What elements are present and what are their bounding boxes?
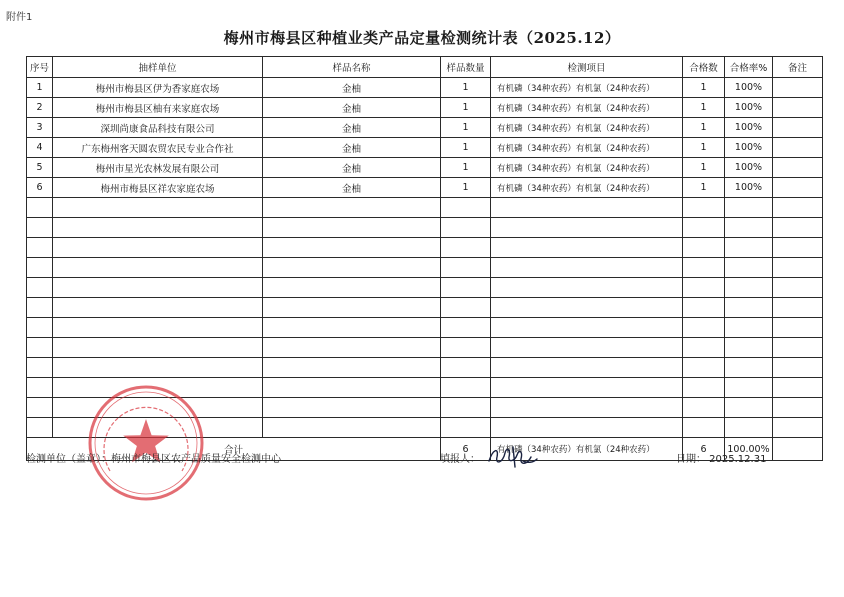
empty-cell	[725, 398, 773, 418]
row-unit: 广东梅州客天圆农贸农民专业合作社	[53, 138, 263, 158]
empty-row	[27, 358, 823, 378]
table-row	[27, 98, 823, 118]
empty-cell	[53, 198, 263, 218]
empty-cell	[441, 398, 491, 418]
row-pass: 1	[683, 138, 725, 158]
empty-cell	[725, 238, 773, 258]
empty-cell	[773, 398, 823, 418]
row-rate: 100%	[725, 118, 773, 138]
table-row	[27, 178, 823, 198]
empty-cell	[773, 258, 823, 278]
total-note	[773, 438, 823, 461]
row-rate: 100%	[725, 158, 773, 178]
empty-cell	[725, 258, 773, 278]
empty-cell	[683, 378, 725, 398]
report-date: 日期： 2025.12.31	[676, 454, 767, 465]
empty-cell	[683, 358, 725, 378]
empty-cell	[773, 238, 823, 258]
empty-cell	[27, 358, 53, 378]
empty-cell	[491, 418, 683, 438]
row-rate: 100%	[725, 98, 773, 118]
empty-cell	[441, 318, 491, 338]
empty-cell	[725, 378, 773, 398]
empty-cell	[491, 398, 683, 418]
empty-cell	[773, 418, 823, 438]
empty-cell	[27, 258, 53, 278]
row-items: 有机磷（34种农药）有机氯（24种农药）	[491, 138, 683, 158]
empty-cell	[53, 258, 263, 278]
row-no: 5	[27, 158, 53, 178]
col-header-note: 备注	[773, 57, 823, 78]
empty-cell	[27, 318, 53, 338]
empty-cell	[725, 358, 773, 378]
empty-cell	[773, 378, 823, 398]
row-items: 有机磷（34种农药）有机氯（24种农药）	[491, 118, 683, 138]
empty-row	[27, 218, 823, 238]
row-pass: 1	[683, 78, 725, 98]
empty-cell	[683, 198, 725, 218]
row-sample: 金柚	[263, 78, 441, 98]
empty-cell	[725, 278, 773, 298]
empty-cell	[683, 258, 725, 278]
empty-cell	[725, 298, 773, 318]
empty-cell	[441, 198, 491, 218]
table-row	[27, 158, 823, 178]
empty-cell	[27, 378, 53, 398]
empty-cell	[441, 218, 491, 238]
empty-row	[27, 278, 823, 298]
row-rate: 100%	[725, 138, 773, 158]
empty-cell	[491, 238, 683, 258]
row-sample: 金柚	[263, 98, 441, 118]
empty-cell	[53, 238, 263, 258]
filler-label: 填报人：	[440, 454, 480, 465]
row-pass: 1	[683, 118, 725, 138]
empty-cell	[491, 378, 683, 398]
row-items: 有机磷（34种农药）有机氯（24种农药）	[491, 78, 683, 98]
col-header-rate: 合格率%	[725, 57, 773, 78]
col-header-qty: 样品数量	[441, 57, 491, 78]
row-qty: 1	[441, 78, 491, 98]
row-no: 2	[27, 98, 53, 118]
empty-cell	[683, 298, 725, 318]
empty-cell	[441, 238, 491, 258]
empty-cell	[53, 278, 263, 298]
row-items: 有机磷（34种农药）有机氯（24种农药）	[491, 98, 683, 118]
row-no: 4	[27, 138, 53, 158]
empty-cell	[27, 198, 53, 218]
empty-cell	[683, 418, 725, 438]
row-sample: 金柚	[263, 138, 441, 158]
empty-row	[27, 238, 823, 258]
empty-cell	[773, 278, 823, 298]
row-note	[773, 118, 823, 138]
empty-cell	[441, 258, 491, 278]
col-header-unit: 抽样单位	[53, 57, 263, 78]
empty-cell	[263, 278, 441, 298]
empty-cell	[725, 318, 773, 338]
total-pass: 6	[683, 438, 725, 461]
row-qty: 1	[441, 118, 491, 138]
empty-cell	[27, 338, 53, 358]
row-unit: 梅州市梅县区伊为香家庭农场	[53, 78, 263, 98]
row-note	[773, 178, 823, 198]
total-label: 合计	[27, 438, 441, 461]
col-header-items: 检测项目	[491, 57, 683, 78]
empty-cell	[441, 338, 491, 358]
empty-cell	[263, 218, 441, 238]
row-qty: 1	[441, 178, 491, 198]
empty-cell	[491, 338, 683, 358]
empty-cell	[773, 338, 823, 358]
row-note	[773, 98, 823, 118]
empty-cell	[263, 378, 441, 398]
empty-cell	[27, 418, 53, 438]
row-no: 3	[27, 118, 53, 138]
row-items: 有机磷（34种农药）有机氯（24种农药）	[491, 178, 683, 198]
row-unit: 深圳尚康食品科技有限公司	[53, 118, 263, 138]
empty-cell	[263, 238, 441, 258]
row-note	[773, 158, 823, 178]
empty-cell	[773, 358, 823, 378]
empty-cell	[491, 298, 683, 318]
empty-cell	[263, 318, 441, 338]
empty-cell	[263, 258, 441, 278]
row-qty: 1	[441, 98, 491, 118]
row-note	[773, 138, 823, 158]
empty-cell	[441, 418, 491, 438]
empty-cell	[491, 318, 683, 338]
empty-cell	[773, 218, 823, 238]
empty-cell	[683, 338, 725, 358]
empty-cell	[27, 238, 53, 258]
official-seal	[86, 383, 206, 503]
page-title: 梅州市梅县区种植业类产品定量检测统计表（2025.12）	[223, 29, 621, 47]
empty-row	[27, 298, 823, 318]
empty-cell	[53, 318, 263, 338]
empty-cell	[683, 398, 725, 418]
empty-cell	[491, 198, 683, 218]
col-header-pass: 合格数	[683, 57, 725, 78]
inspection-unit: 检测单位（盖章）：梅州市梅县区农产品质量安全检测中心	[26, 454, 281, 465]
empty-row	[27, 318, 823, 338]
header-row	[27, 57, 823, 78]
empty-cell	[27, 298, 53, 318]
empty-cell	[725, 418, 773, 438]
empty-cell	[773, 198, 823, 218]
row-rate: 100%	[725, 78, 773, 98]
empty-cell	[441, 358, 491, 378]
row-unit: 梅州市梅县区祥农家庭农场	[53, 178, 263, 198]
row-sample: 金柚	[263, 178, 441, 198]
row-unit: 梅州市梅县区柚有来家庭农场	[53, 98, 263, 118]
empty-cell	[441, 378, 491, 398]
row-pass: 1	[683, 158, 725, 178]
empty-cell	[773, 318, 823, 338]
row-sample: 金柚	[263, 158, 441, 178]
empty-cell	[491, 258, 683, 278]
empty-cell	[683, 318, 725, 338]
empty-cell	[725, 198, 773, 218]
row-unit: 梅州市星光农林发展有限公司	[53, 158, 263, 178]
row-items: 有机磷（34种农药）有机氯（24种农药）	[491, 158, 683, 178]
row-pass: 1	[683, 98, 725, 118]
empty-row	[27, 338, 823, 358]
empty-cell	[491, 278, 683, 298]
empty-cell	[263, 338, 441, 358]
table-row	[27, 138, 823, 158]
empty-cell	[263, 198, 441, 218]
empty-cell	[27, 398, 53, 418]
empty-row	[27, 258, 823, 278]
col-header-sample: 样品名称	[263, 57, 441, 78]
attachment-label: 附件1	[6, 12, 33, 23]
empty-cell	[263, 298, 441, 318]
empty-cell	[53, 298, 263, 318]
empty-cell	[263, 418, 441, 438]
empty-cell	[725, 338, 773, 358]
empty-cell	[683, 218, 725, 238]
empty-cell	[27, 218, 53, 238]
empty-cell	[53, 358, 263, 378]
row-qty: 1	[441, 158, 491, 178]
signature	[483, 441, 543, 471]
empty-cell	[53, 338, 263, 358]
empty-cell	[441, 298, 491, 318]
empty-cell	[441, 278, 491, 298]
empty-cell	[263, 398, 441, 418]
empty-cell	[491, 218, 683, 238]
empty-row	[27, 198, 823, 218]
empty-cell	[773, 298, 823, 318]
empty-cell	[683, 238, 725, 258]
row-pass: 1	[683, 178, 725, 198]
total-items: 有机磷（34种农药）有机氯（24种农药）	[491, 438, 683, 461]
empty-cell	[725, 218, 773, 238]
row-no: 1	[27, 78, 53, 98]
table-row	[27, 118, 823, 138]
row-rate: 100%	[725, 178, 773, 198]
empty-cell	[53, 218, 263, 238]
row-no: 6	[27, 178, 53, 198]
total-rate: 100.00%	[725, 438, 773, 461]
table-row	[27, 78, 823, 98]
empty-cell	[683, 278, 725, 298]
empty-cell	[491, 358, 683, 378]
total-qty: 6	[441, 438, 491, 461]
row-sample: 金柚	[263, 118, 441, 138]
row-qty: 1	[441, 138, 491, 158]
col-header-no: 序号	[27, 57, 53, 78]
empty-cell	[27, 278, 53, 298]
row-note	[773, 78, 823, 98]
empty-cell	[263, 358, 441, 378]
